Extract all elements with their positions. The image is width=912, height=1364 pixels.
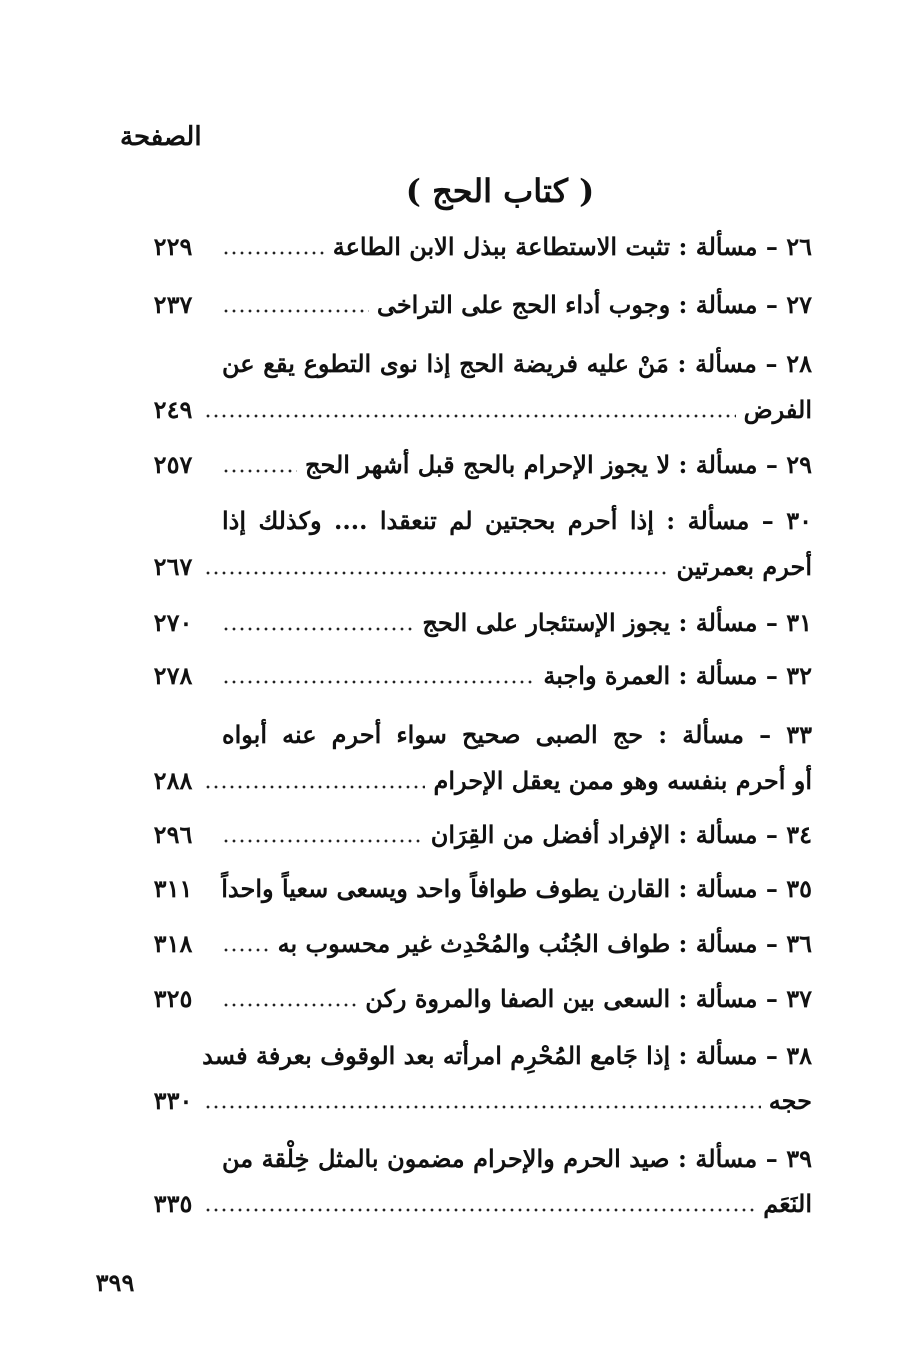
toc-page-number: ٣١١ [153, 873, 193, 903]
dot-leader [204, 1208, 755, 1212]
dot-leader [204, 785, 425, 789]
toc-page-number: ٢٤٩ [153, 394, 193, 424]
toc-entry-38[interactable] [202, 1035, 812, 1075]
toc-entry-39[interactable] [222, 1138, 812, 1178]
toc-page-number: ٣٢٥ [153, 983, 193, 1013]
toc-entry-35[interactable] [222, 868, 812, 908]
toc-entry-28[interactable] [222, 343, 812, 383]
toc-page-number: ٣١٨ [153, 928, 193, 958]
toc-entry-37[interactable] [222, 978, 812, 1018]
toc-entry-29[interactable] [222, 444, 812, 484]
toc-entry-text: ٣٤ – مسألة : الإفراد أفضل من القِرَان [430, 819, 812, 849]
toc-entry-text: ٣٥ – مسألة : القارن يطوف طوافاً واحد ويسعى سعياً واحداً [221, 873, 812, 903]
toc-entry-34[interactable] [222, 814, 812, 854]
dot-leader [222, 948, 270, 952]
toc-page-number: ٢٢٩ [153, 231, 193, 261]
toc-page-number: ٣٣٥ [153, 1188, 193, 1218]
dot-leader [222, 251, 325, 255]
toc-entry-36[interactable] [222, 923, 812, 963]
toc-entry-text: أحرم بعمرتين [676, 551, 812, 581]
toc-entry-32[interactable] [222, 655, 812, 695]
dot-leader [204, 414, 736, 418]
toc-entry-text: ٢٦ – مسألة : تثبت الاستطاعة ببذل الابن الطاعة [332, 231, 812, 261]
toc-entry-text: النَعَم [763, 1188, 812, 1218]
toc-page-number: ٢٧٠ [153, 607, 193, 637]
toc-page-number: ٢٨٨ [153, 765, 193, 795]
toc-page-number: ٢٧٨ [153, 660, 193, 690]
toc-entry-text: ٣١ – مسألة : يجوز الإستئجار على الحج [422, 607, 812, 637]
dot-leader [204, 1105, 761, 1109]
dot-leader [222, 1003, 357, 1007]
dot-leader [222, 839, 423, 843]
toc-entry-text: ٣٠ – مسألة : إذا أحرم بحجتين لم تنعقدا .... وكذلك إذا [222, 505, 812, 535]
dot-leader [222, 309, 369, 313]
toc-entry-text: ٣٩ – مسألة : صيد الحرم والإحرام مضمون بالمثل خِلْقة من [222, 1143, 812, 1173]
dot-leader [222, 469, 297, 473]
toc-entry-text: ٣٣ – مسألة : حج الصبى صحيح سواء أحرم عنه أبواه [222, 719, 812, 749]
dot-leader [204, 571, 668, 575]
toc-entry-text: ٢٩ – مسألة : لا يجوز الإحرام بالحج قبل أشهر الحج [305, 449, 812, 479]
toc-entry-text: ٣٧ – مسألة : السعى بين الصفا والمروة ركن [365, 983, 812, 1013]
toc-entry-30[interactable] [222, 500, 812, 540]
toc-entry-text: أو أحرم بنفسه وهو ممن يعقل الإحرام [433, 765, 812, 795]
toc-page-number: ٣٣٠ [153, 1085, 193, 1115]
toc-entry-33[interactable] [222, 714, 812, 754]
toc-entry-text: ٢٧ – مسألة : وجوب أداء الحج على التراخى [376, 289, 812, 319]
page-column-label: الصفحة [120, 122, 202, 152]
dot-leader [222, 680, 535, 684]
toc-entry-31[interactable] [222, 602, 812, 642]
toc-page-number: ٢٣٧ [153, 289, 193, 319]
toc-entry-text: ٣٢ – مسألة : العمرة واجبة [543, 660, 812, 690]
toc-entry-27[interactable] [222, 284, 812, 324]
section-title: ( كتاب الحج ) [405, 172, 595, 210]
toc-entry-text: الفرض [743, 394, 812, 424]
toc-entry-text: حجه [768, 1085, 812, 1115]
toc-entry-26[interactable] [222, 226, 812, 266]
toc-entry-text: ٣٦ – مسألة : طواف الجُنُب والمُحْدِث غير محسوب به [277, 928, 812, 958]
dot-leader [222, 627, 414, 631]
page-number: ٣٩٩ [95, 1268, 135, 1297]
toc-page-number: ٢٩٦ [153, 819, 193, 849]
toc-page-number: ٢٦٧ [153, 551, 193, 581]
toc-page-number: ٢٥٧ [153, 449, 193, 479]
toc-entry-text: ٣٨ – مسألة : إذا جَامع المُحْرِم امرأته بعد الوقوف بعرفة فسد [202, 1040, 812, 1070]
toc-entry-text: ٢٨ – مسألة : مَنْ عليه فريضة الحج إذا نوى التطوع يقع عن [222, 348, 812, 378]
